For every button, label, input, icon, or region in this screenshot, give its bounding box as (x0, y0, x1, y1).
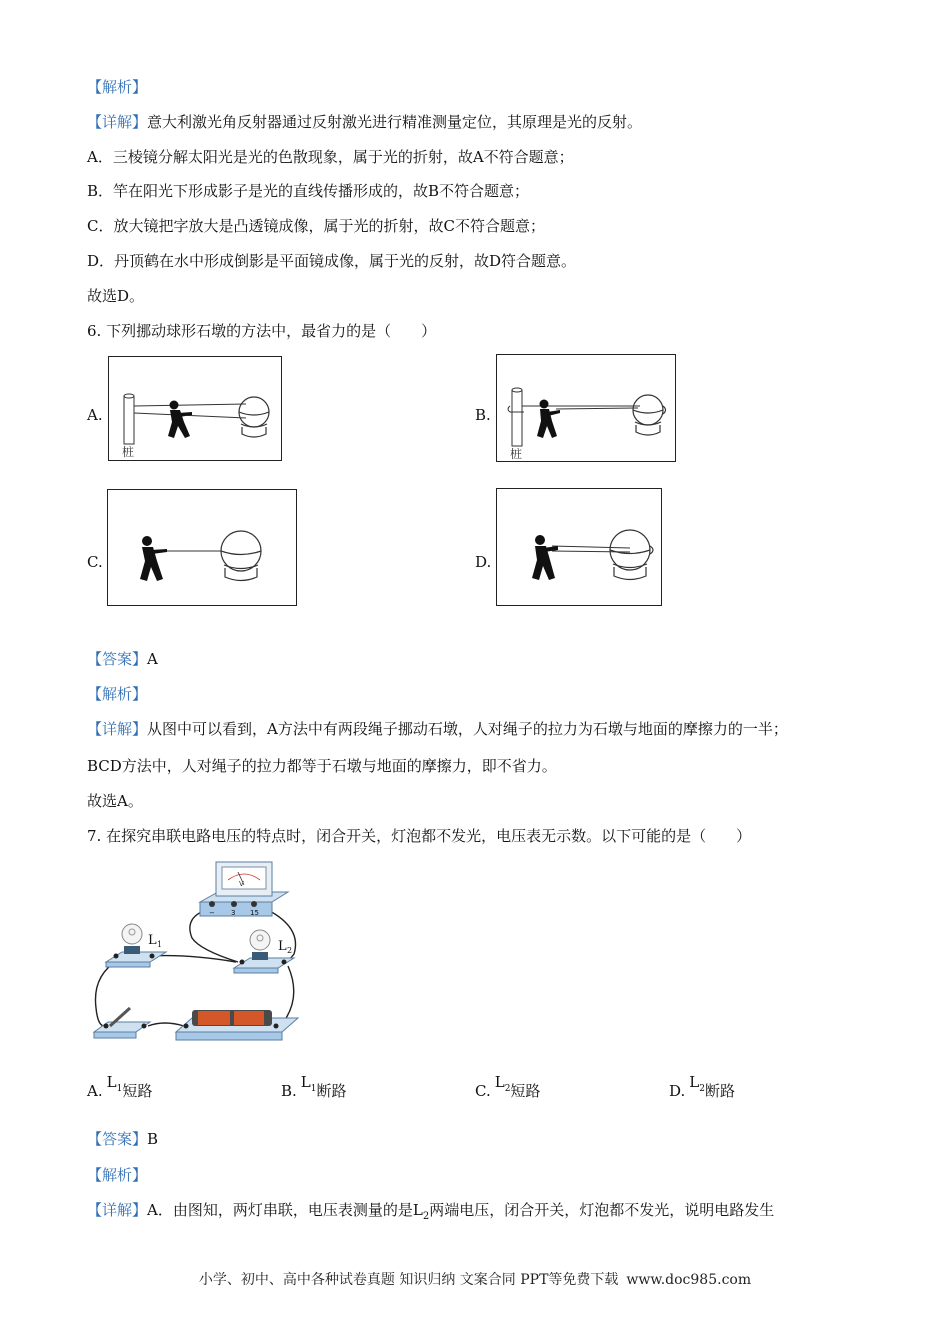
choice-a[interactable]: A. $L^1$短路 (87, 1073, 153, 1100)
answer-value: A (147, 650, 158, 668)
option-explanation: D．丹顶鹤在水中形成倒影是平面镜成像，属于光的反射，故D符合题意。 (87, 252, 577, 270)
answer-tag: 【答案】 (87, 650, 148, 668)
question-stem: 6. 下列挪动球形石墩的方法中，最省力的是（ ） (87, 322, 437, 340)
figure-label-a: A. (87, 406, 103, 424)
meter-symbol: V (239, 880, 244, 888)
circuit-diagram (88, 858, 310, 1044)
answer-line (87, 1129, 158, 1149)
bulb-l1 (106, 924, 166, 967)
bulb-l2 (234, 930, 294, 973)
detail-paragraph (87, 719, 788, 739)
subscript: 2 (422, 1211, 430, 1222)
answer-value: B (147, 1130, 159, 1148)
analysis-tag: 【解析】 (87, 685, 148, 703)
figure-label-b: B. (475, 406, 491, 424)
detail-paragraph: 【详解】A．由图知，两灯串联，电压表测量的是$L_2$两端电压，闭合开关，灯泡都不发光，说明电路发生 (87, 1201, 775, 1222)
conclusion: 故选D。 (87, 287, 145, 305)
figure-label-c: C. (87, 553, 103, 571)
detail-text: BCD方法中，人对绳子的拉力都等于石墩与地面的摩擦力，即不省力。 (87, 757, 557, 775)
figure-a-pulley (108, 356, 282, 461)
choice-c[interactable]: C. $L^2$短路 (475, 1073, 541, 1100)
footer-text: 小学、初中、高中各种试卷真题 知识归纳 文案合同 PPT等免费下载 (198, 1272, 619, 1288)
switch (94, 1008, 150, 1038)
conclusion: 故选A。 (87, 792, 143, 810)
detail-tag: 【详解】 (87, 113, 148, 131)
analysis-tag: 【解析】 (87, 78, 148, 96)
figure-c-direct-pull (107, 489, 297, 606)
figure-d-wrap-pull (496, 488, 662, 606)
detail-tag: 【详解】 (87, 720, 148, 738)
detail-text: 意大利激光角反射器通过反射激光进行精准测量定位，其原理是光的反射。 (147, 113, 643, 131)
choice-d[interactable]: D. $L^2$断路 (669, 1073, 735, 1100)
choice-b[interactable]: B. $L^1$断路 (281, 1073, 347, 1100)
answer-line (87, 649, 158, 669)
figure-label-d: D. (475, 553, 492, 571)
figure-b-pulley (496, 354, 676, 462)
terminal-label: 3 (231, 909, 236, 917)
l1-subscript: 1 (157, 940, 163, 949)
stake-label: 桩 (510, 447, 523, 461)
voltmeter (200, 862, 288, 917)
l2-subscript: 2 (287, 946, 293, 955)
question-stem: 7. 在探究串联电路电压的特点时，闭合开关，灯泡都不发光，电压表无示数。以下可能的是（ ） (87, 827, 752, 845)
footer-site[interactable]: www.doc985.com (626, 1272, 752, 1288)
option-explanation: A．三棱镜分解太阳光是光的色散现象，属于光的折射，故A不符合题意； (87, 148, 574, 166)
terminal-label: 15 (250, 909, 259, 917)
battery-pack (176, 1010, 298, 1040)
detail-text: 从图中可以看到，A方法中有两段绳子挪动石墩，人对绳子的拉力为石墩与地面的摩擦力的一半； (147, 720, 788, 738)
detail-tag: 【详解】 (87, 1201, 148, 1219)
detail-paragraph (87, 112, 642, 132)
l2-label: L (278, 939, 287, 954)
option-explanation: B．竿在阳光下形成影子是光的直线传播形成的，故B不符合题意； (87, 182, 530, 200)
l1-label: L (148, 933, 157, 948)
answer-tag: 【答案】 (87, 1130, 148, 1148)
option-explanation: C．放大镜把字放大是凸透镜成像，属于光的折射，故C不符合题意； (87, 217, 545, 235)
analysis-tag: 【解析】 (87, 1166, 148, 1184)
stake-label: 桩 (122, 445, 135, 459)
terminal-label: − (209, 909, 215, 917)
page-footer (0, 1269, 950, 1289)
